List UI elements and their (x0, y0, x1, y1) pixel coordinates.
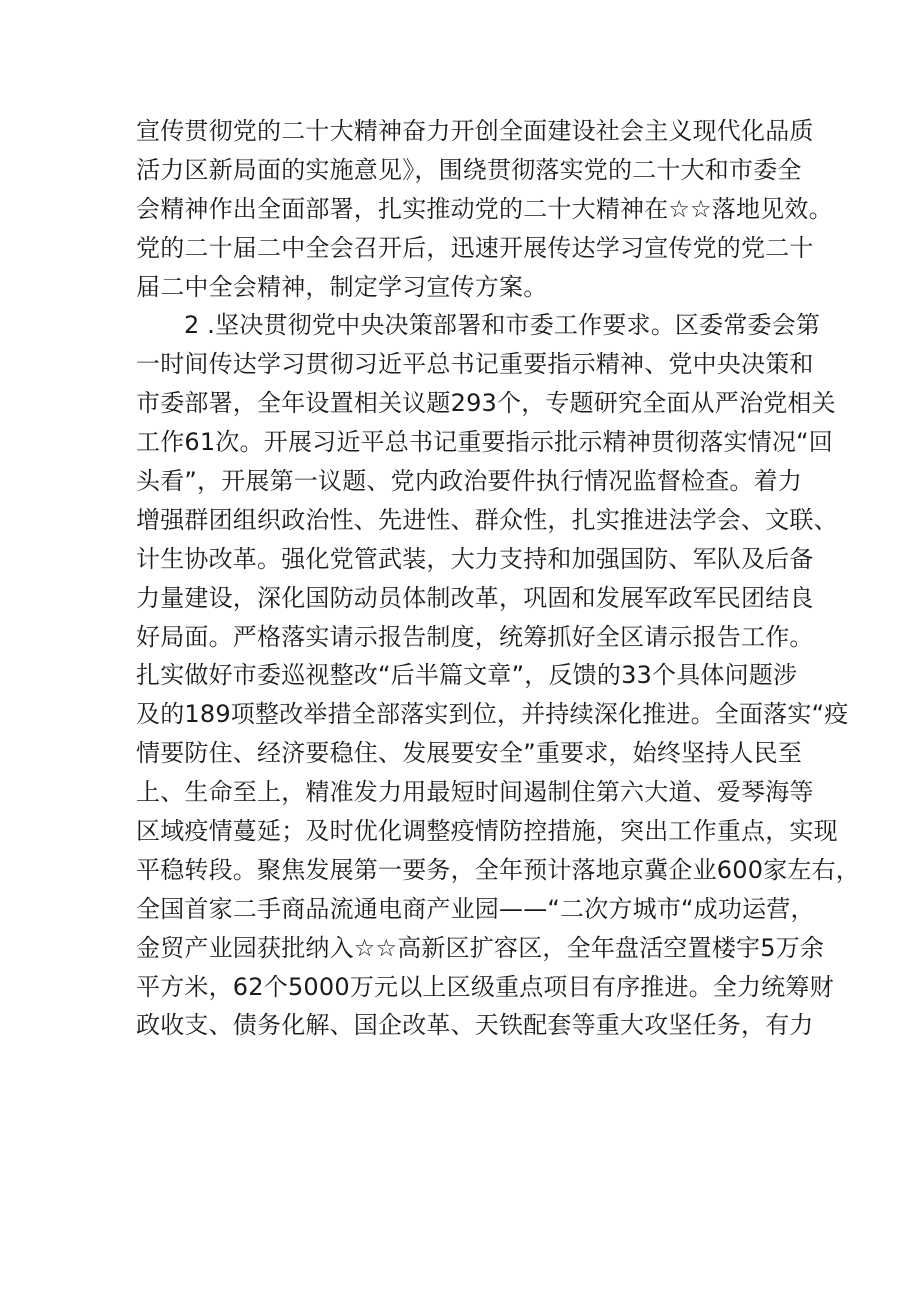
text-line: 力量建设，深化国防动员体制改革，巩固和发展军政军民团结良 (136, 583, 814, 612)
text-line: 市委部署，全年设置相关议题293个，专题研究全面从严治党相关 (136, 389, 836, 418)
text-line: 增强群团组织政治性、先进性、群众性，扎实推进法学会、文联、 (136, 505, 838, 534)
text-line: 头看”，开展第一议题、党内政治要件执行情况监督检查。着力 (136, 467, 803, 496)
text-line: 会精神作出全面部署，扎实推动党的二十大精神在☆☆落地见效。 (136, 194, 833, 223)
text-line: 金贸产业园获批纳入☆☆高新区扩容区，全年盘活空置楼宇5万余 (136, 933, 825, 962)
text-line: 好局面。严格落实请示报告制度，统筹抓好全区请示报告工作。 (136, 622, 814, 651)
text-line: 一时间传达学习贯彻习近平总书记重要指示精神、党中央决策和 (136, 350, 814, 379)
text-line: 宣传贯彻党的二十大精神奋力开创全面建设社会主义现代化品质 (136, 117, 814, 145)
text-line: 政收支、债务化解、国企改革、天铁配套等重大攻坚任务，有力 (136, 1011, 814, 1040)
text-line: 上、生命至上，精准发力用最短时间遏制住第六大道、爱琴海等 (136, 778, 814, 807)
text-line: 扎实做好市委巡视整改“后半篇文章”，反馈的33个具体问题涉 (136, 661, 798, 690)
text-line: 届二中全会精神，制定学习宣传方案。 (136, 272, 548, 301)
text-line: 平稳转段。聚焦发展第一要务，全年预计落地京冀企业600家左右， (136, 855, 861, 884)
text-line: 情要防住、经济要稳住、发展要安全”重要求，始终坚持人民至 (136, 739, 803, 768)
text-line: 区域疫情蔓延；及时优化调整疫情防控措施，突出工作重点，实现 (136, 817, 838, 846)
text-line: 活力区新局面的实施意见》，围绕贯彻落实党的二十大和市委全 (136, 155, 802, 184)
text-line: 全国首家二手商品流通电商产业园——“二次方城市“成功运营， (136, 894, 815, 923)
text-line: 平方米，62个5000万元以上区级重点项目有序推进。全力统筹财 (136, 972, 834, 1001)
text-line: 计生协改革。强化党管武装，大力支持和加强国防、军队及后备 (136, 544, 814, 573)
text-line: 及的189项整改举措全部落实到位，并持续深化推进。全面落实“疫 (136, 700, 849, 729)
section-heading-line: 2 .坚决贯彻党中央决策部署和市委工作要求。区委常委会第 (184, 311, 821, 340)
text-line: 工作61次。开展习近平总书记重要指示批示精神贯彻落实情况“回 (136, 428, 833, 457)
text-line: 党的二十届二中全会召开后，迅速开展传达学习宣传党的党二十 (136, 233, 814, 262)
document-body (136, 112, 861, 1045)
